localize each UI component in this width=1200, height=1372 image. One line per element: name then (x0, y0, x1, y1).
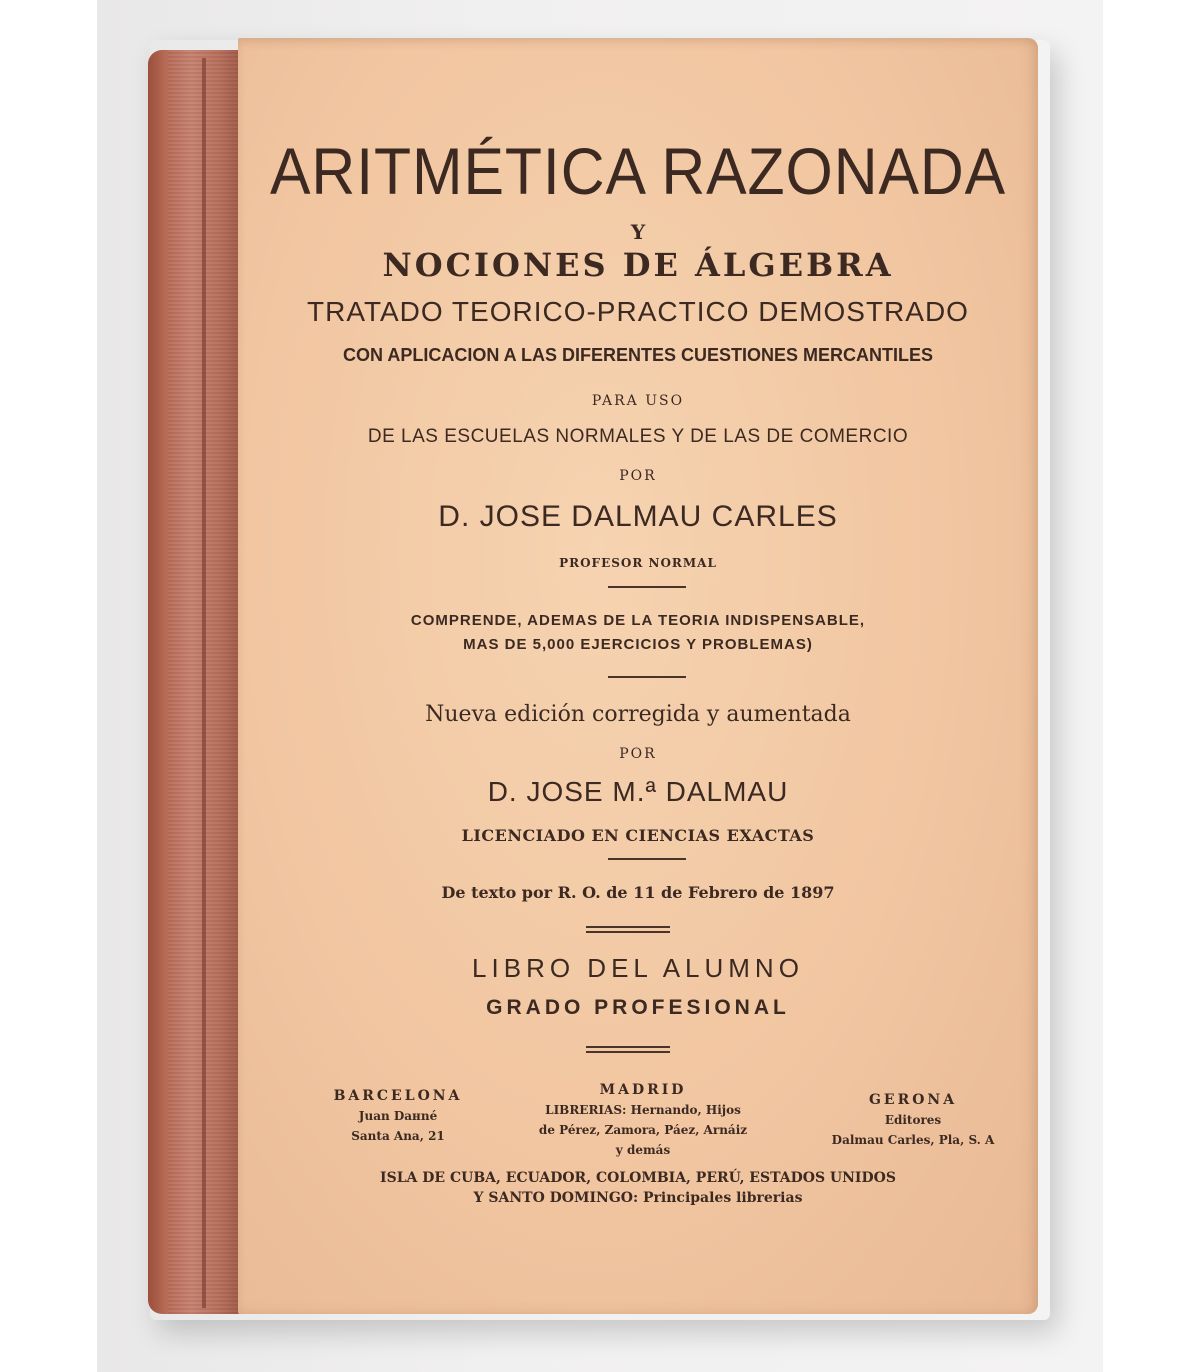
barcelona-publisher: Juan Daнné (358, 1109, 438, 1123)
barcelona-address: Santa Ana, 21 (351, 1129, 445, 1143)
book-cover (238, 38, 1038, 1314)
book-title: ARITMÉTICA RAZONADA (270, 134, 1007, 208)
countries-line: ISLA DE CUBA, ECUADOR, COLOMBIA, PERÚ, ESTADOS UNIDOS (380, 1170, 896, 1186)
author-name: D. JOSE DALMAU CARLES (438, 500, 838, 533)
divider-rule (608, 586, 686, 588)
contents-line-2: MAS DE 5,000 EJERCICIOS Y PROBLEMAS) (463, 636, 813, 653)
book-subtitle: NOCIONES DE ÁLGEBRA (382, 246, 894, 284)
publisher-gerona (798, 1090, 1028, 1150)
edition-line: Nueva edición corregida y aumentada (425, 702, 851, 727)
contents-line-1: COMPRENDE, ADEMAS DE LA TEORIA INDISPENSABLE, (410, 612, 866, 629)
reviser-name: D. JOSE M.ª DALMAU (487, 776, 789, 807)
city-barcelona: BARCELONA (333, 1088, 463, 1104)
double-rule (586, 931, 670, 933)
publisher-barcelona (298, 1086, 498, 1146)
title-conjunction: Y (630, 220, 646, 244)
santo-domingo-line: Y SANTO DOMINGO: Principales librerias (473, 1190, 803, 1206)
schools-line: DE LAS ESCUELAS NORMALES Y DE LAS DE COMERCIO (367, 426, 909, 447)
student-book-label: LIBRO DEL ALUMNO (472, 953, 804, 983)
gerona-line-2: Dalmau Carles, Pla, S. A (831, 1133, 995, 1147)
royal-order-line: De texto por R. O. de 11 de Febrero de 1897 (441, 883, 835, 902)
spine-hinge (202, 58, 206, 1308)
city-gerona: GERONA (868, 1092, 958, 1108)
madrid-line-1: LIBRERIAS: Hernando, Hijos (545, 1103, 741, 1117)
para-uso-line: PARA USO (591, 393, 685, 409)
divider-rule (608, 858, 686, 860)
treatise-line: TRATADO TEORICO-PRACTICO DEMOSTRADO (307, 296, 969, 327)
madrid-line-3: y demás (615, 1143, 671, 1157)
by-line-2: POR (619, 746, 657, 762)
grade-label: GRADO PROFESIONAL (486, 996, 790, 1019)
book (148, 38, 1043, 1316)
double-rule (586, 926, 670, 928)
city-madrid: MADRID (599, 1082, 687, 1098)
gerona-line-1: Editores (884, 1113, 942, 1127)
divider-rule (608, 676, 686, 678)
madrid-line-2: de Pérez, Zamora, Páez, Arnáiz (538, 1123, 748, 1137)
double-rule (586, 1051, 670, 1053)
reviser-role: LICENCIADO EN CIENCIAS EXACTAS (461, 826, 815, 845)
application-line: CON APLICACION A LAS DIFERENTES CUESTIONES MERCANTILES (342, 345, 934, 365)
author-role: PROFESOR NORMAL (559, 556, 717, 570)
double-rule (586, 1046, 670, 1048)
publisher-madrid (508, 1080, 778, 1160)
book-spine (148, 50, 242, 1314)
by-line-1: POR (619, 468, 657, 484)
